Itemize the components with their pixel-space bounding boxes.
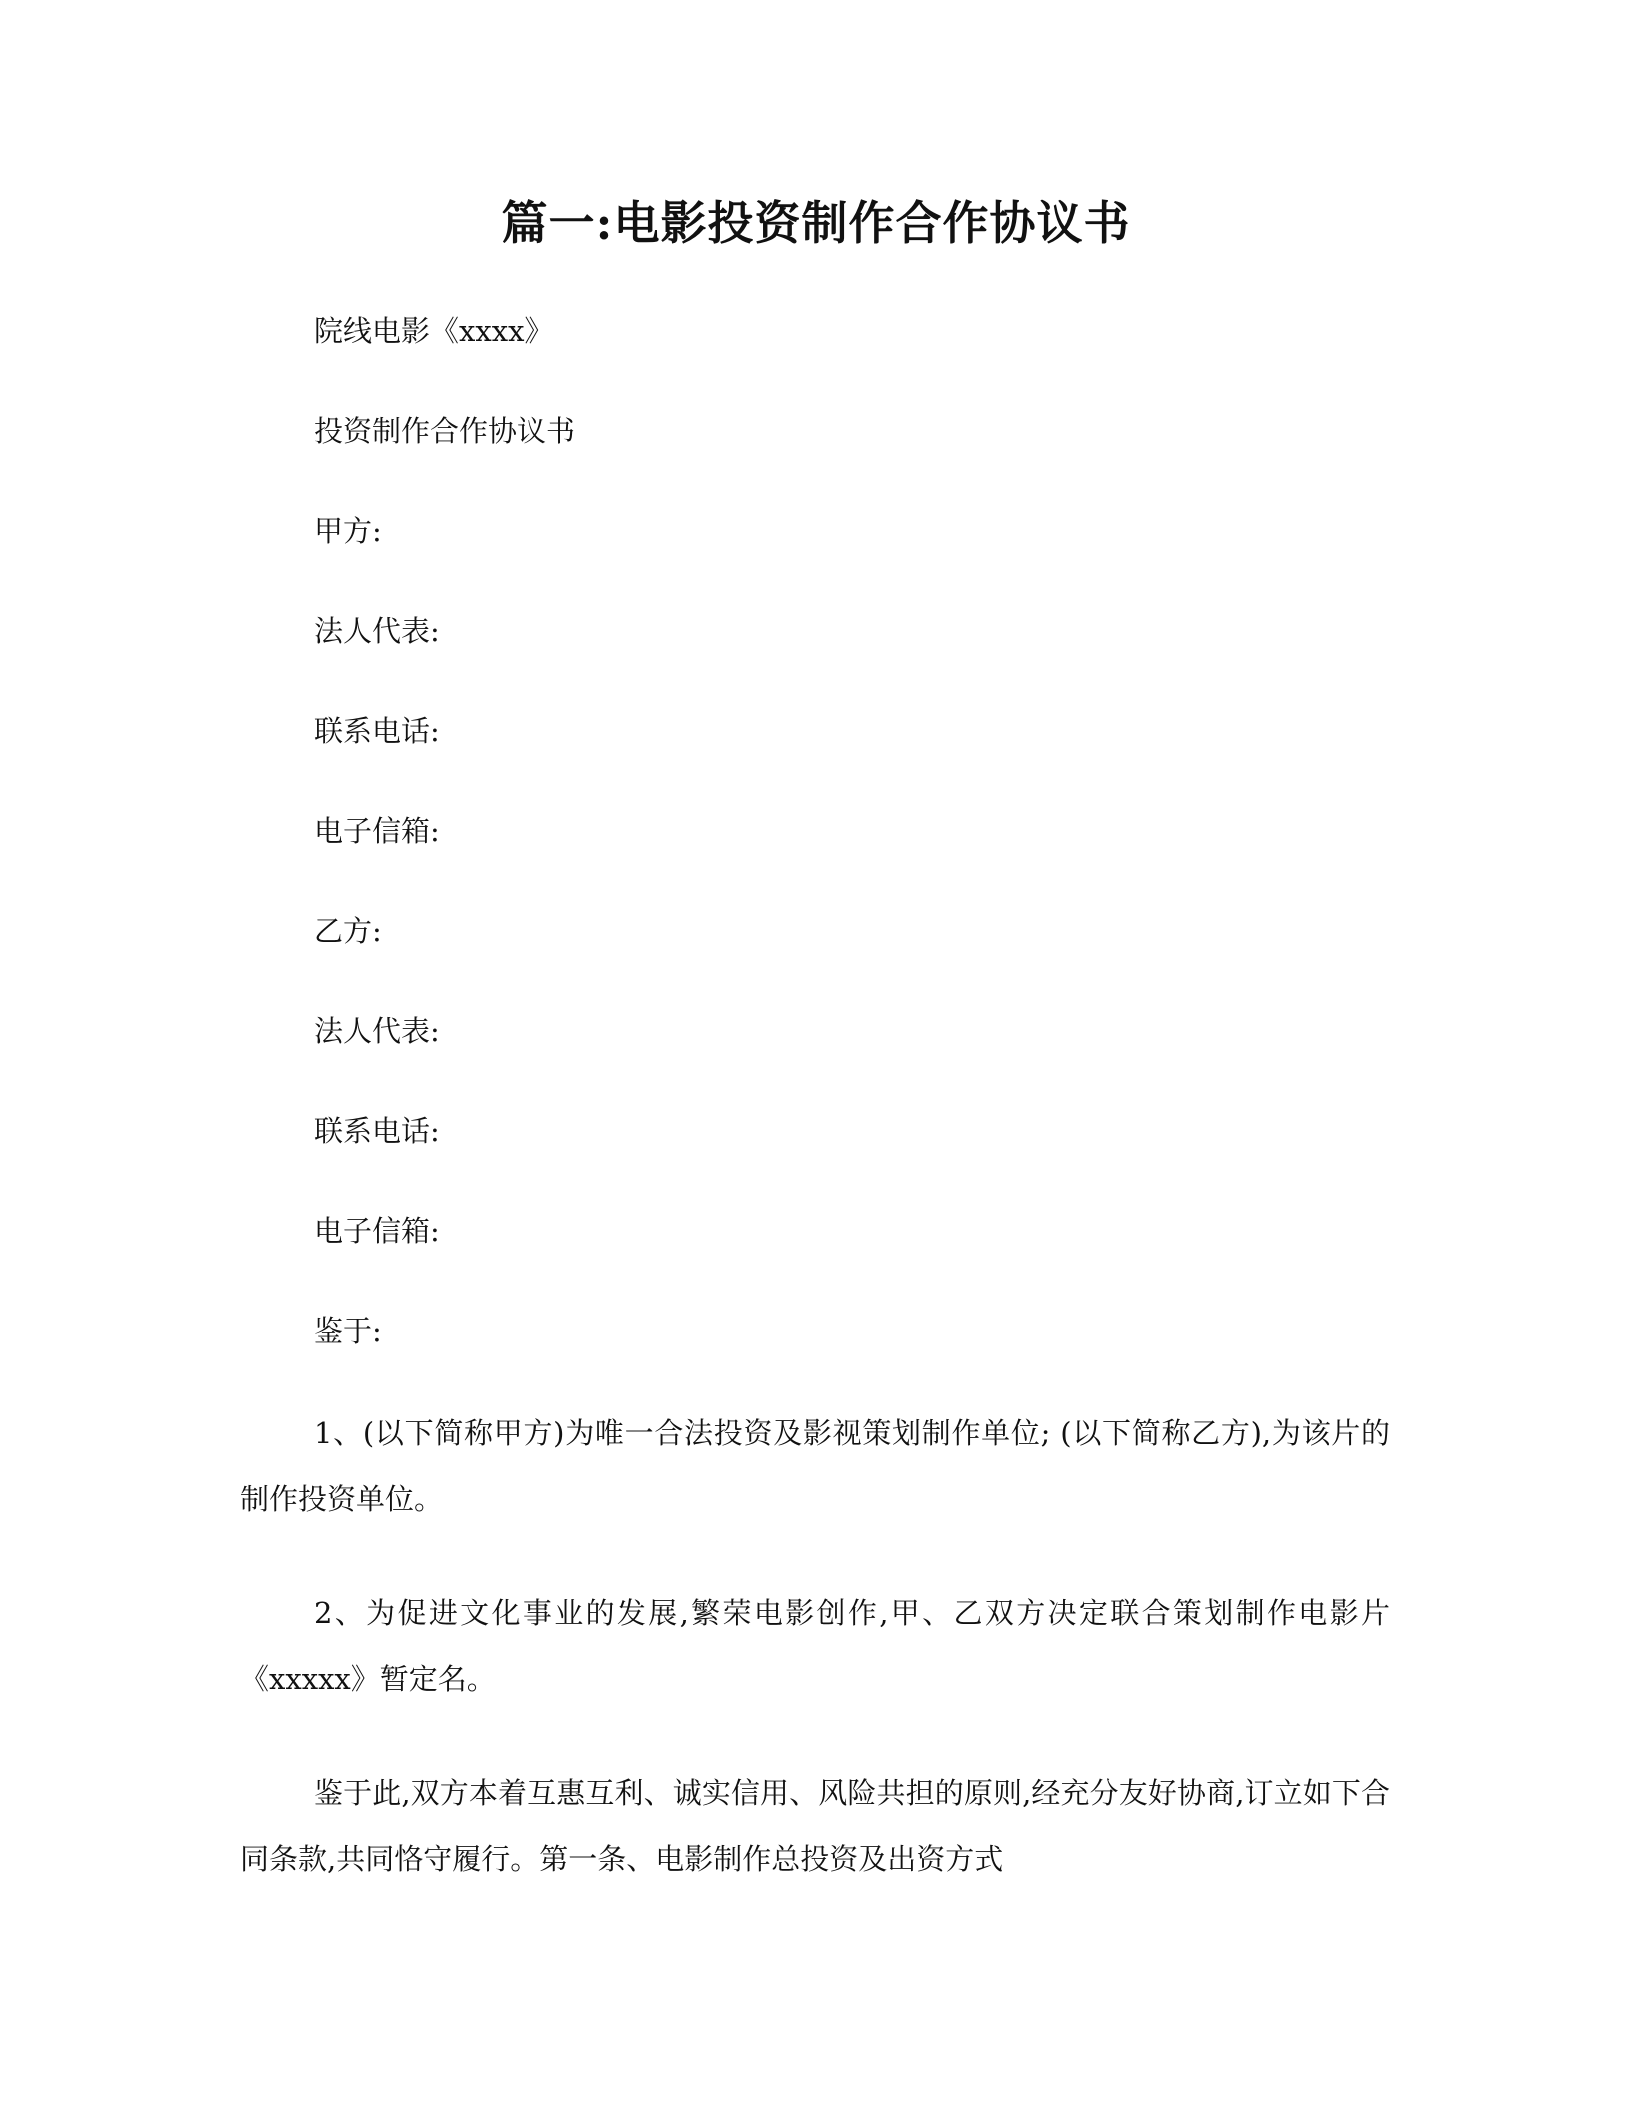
whereas-label: 鉴于: [314, 1314, 382, 1348]
party-b-legal-rep-label: 法人代表: [314, 1014, 440, 1048]
whereas-conclusion-paragraph: 鉴于此,双方本着互惠互利、诚实信用、风险共担的原则,经充分友好协商,订立如下合同条款,共同恪守履行。第一条、电影制作总投资及出资方式 [240, 1776, 1390, 1876]
film-name-line: 院线电影《xxxx》 [314, 314, 554, 348]
agreement-name-line: 投资制作合作协议书 [314, 414, 576, 448]
party-a-email-label: 电子信箱: [314, 814, 440, 848]
party-b-phone-label: 联系电话: [314, 1114, 440, 1148]
clause-2-paragraph: 2、为促进文化事业的发展,繁荣电影创作,甲、乙双方决定联合策划制作电影片《xxxxx》暂定名。 [240, 1596, 1390, 1696]
party-a-label: 甲方: [314, 514, 382, 548]
clause-1-paragraph: 1、(以下简称甲方)为唯一合法投资及影视策划制作单位; (以下简称乙方),为该片的制作投资单位。 [240, 1416, 1390, 1516]
party-b-email-label: 电子信箱: [314, 1214, 440, 1248]
party-a-phone-label: 联系电话: [314, 714, 440, 748]
document-title: 篇一:电影投资制作合作协议书 [501, 196, 1131, 250]
party-a-legal-rep-label: 法人代表: [314, 614, 440, 648]
party-b-label: 乙方: [314, 914, 382, 948]
